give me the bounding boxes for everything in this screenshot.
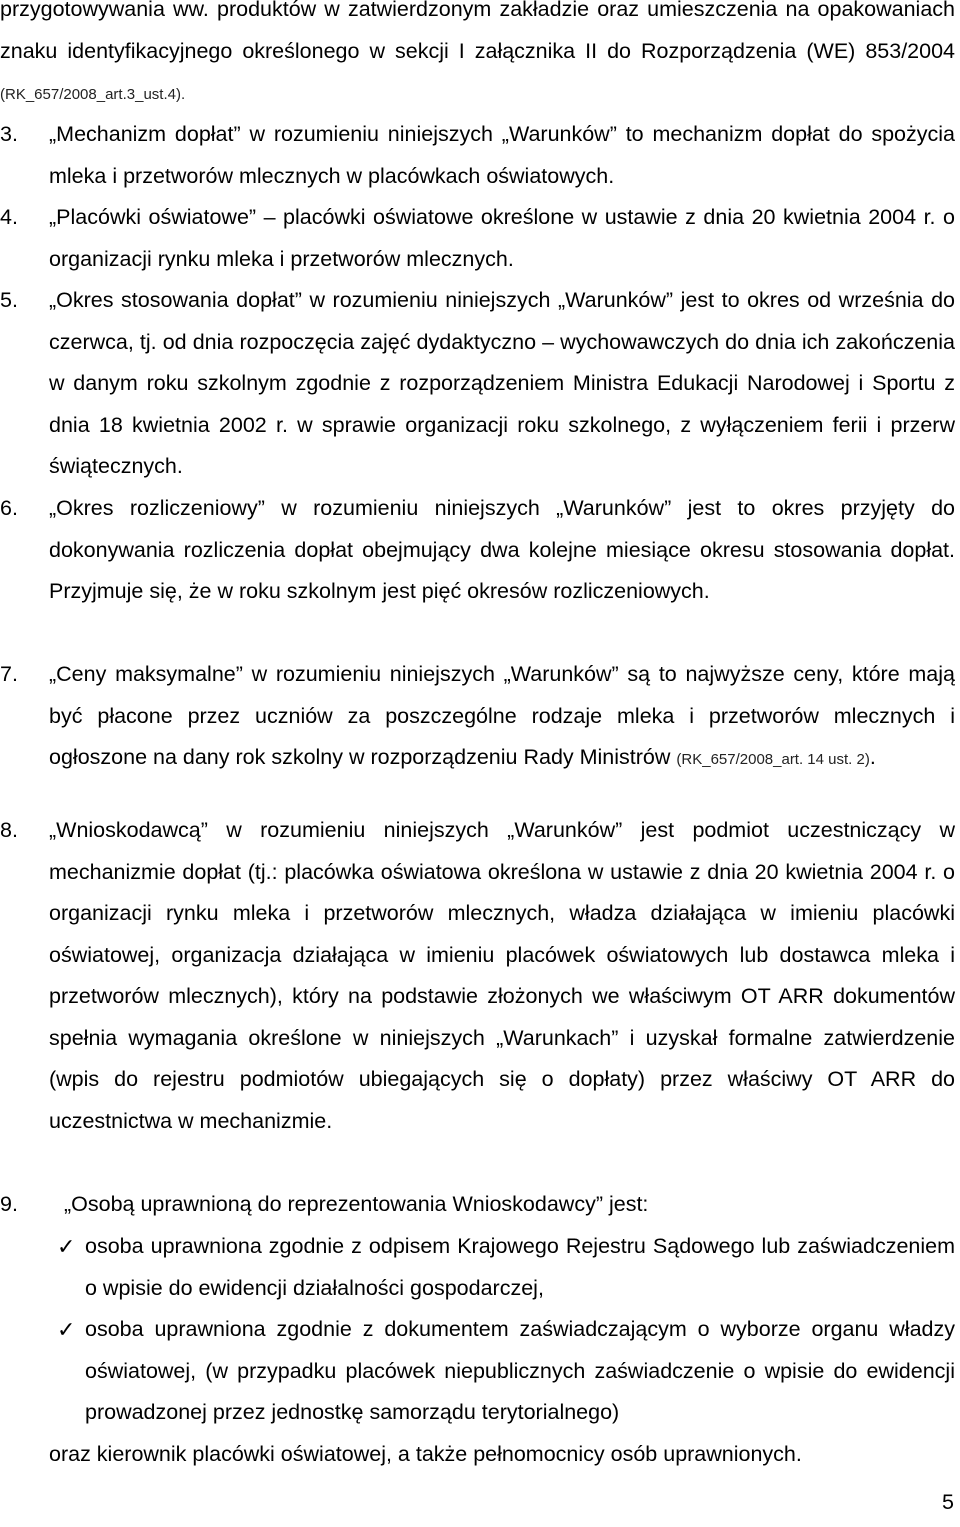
- item-number: 9.: [0, 1192, 18, 1216]
- item-4: [0, 197, 955, 280]
- closing-paragraph: oraz kierownik placówki oświatowej, a także pełnomocnicy osób uprawnionych.: [49, 1442, 802, 1466]
- page-number: 5: [942, 1490, 954, 1514]
- item-8: [0, 810, 955, 1142]
- check-mark-icon: ✓: [57, 1317, 76, 1342]
- item-text: „Okres stosowania dopłat” w rozumieniu niniejszych „Warunków” jest to okres od września do czerwca, tj. od dnia rozpoczęcia zajęć dydaktyczno – wychowawczych do dnia ich zakończenia w danym roku szkolnym zgodnie z rozporządzeniem Ministra Edukacji Narodowej i Sportu z dnia 18 kwietnia 2002 r. w sprawie organizacji roku szkolnego, z wyłączeniem ferii i przerw świątecznych.: [49, 288, 955, 478]
- item-9: [0, 1184, 955, 1226]
- item-reference: (RK_657/2008_art. 14 ust. 2): [676, 751, 870, 768]
- item-number: 6.: [0, 496, 18, 520]
- checklist-item-1: [57, 1226, 955, 1309]
- item-text: „Osobą uprawnioną do reprezentowania Wnioskodawcy” jest:: [64, 1192, 649, 1216]
- item-5: [0, 280, 955, 488]
- intro-reference: (RK_657/2008_art.3_ust.4).: [0, 86, 186, 103]
- item-number: 4.: [0, 205, 18, 229]
- intro-paragraph: [0, 0, 955, 116]
- item-text: „Wnioskodawcą” w rozumieniu niniejszych „Warunków” jest podmiot uczestniczący w mechanizmie dopłat (tj.: placówka oświatowa określona w ustawie z dnia 20 kwietnia 2004 r. o organizacji rynku mleka i przetworów mlecznych, władza działająca w imieniu placówki oświatowej, organizacja działająca w imieniu placówek oświatowych lub dostawca mleka i przetworów mlecznych), który na podstawie złożonych we właściwym OT ARR dokumentów spełnia wymagania określone w niniejszych „Warunkach” i uzyskał formalne zatwierdzenie (wpis do rejestru podmiotów ubiegających się o dopłaty) przez właściwy OT ARR do uczestnictwa w mechanizmie.: [49, 818, 955, 1133]
- item-3: [0, 114, 955, 197]
- checklist-text: osoba uprawniona zgodnie z odpisem Krajowego Rejestru Sądowego lub zaświadczeniem o wpisie do ewidencji działalności gospodarczej,: [85, 1234, 955, 1300]
- checklist-text: osoba uprawniona zgodnie z dokumentem zaświadczającym o wyborze organu władzy oświatowej, (w przypadku placówek niepublicznych zaświadczenie o wpisie do ewidencji prowadzonej przez jednostkę samorządu terytorialnego): [85, 1317, 955, 1424]
- item-number: 5.: [0, 288, 18, 312]
- item-text: „Mechanizm dopłat” w rozumieniu niniejszych „Warunków” to mechanizm dopłat do spożycia mleka i przetworów mlecznych w placówkach oświatowych.: [49, 122, 955, 188]
- checklist-item-2: [57, 1309, 955, 1434]
- item-text: „Okres rozliczeniowy” w rozumieniu niniejszych „Warunków” jest to okres przyjęty do dokonywania rozliczenia dopłat obejmujący dwa kolejne miesiące okresu stosowania dopłat. Przyjmuje się, że w roku szkolnym jest pięć okresów rozliczeniowych.: [49, 496, 955, 603]
- item-number: 7.: [0, 662, 18, 686]
- item-number: 3.: [0, 122, 18, 146]
- item-6: [0, 488, 955, 613]
- item-text: „Ceny maksymalne” w rozumieniu niniejszych „Warunków” są to najwyższe ceny, które mają być płacone przez uczniów za poszczególne rodzaje mleka i przetworów mlecznych i ogłoszone na dany rok szkolny w rozporządzeniu Rady Ministrów: [49, 662, 955, 769]
- item-number: 8.: [0, 818, 18, 842]
- item-7: [0, 654, 955, 781]
- check-mark-icon: ✓: [57, 1234, 76, 1259]
- item-text: „Placówki oświatowe” – placówki oświatowe określone w ustawie z dnia 20 kwietnia 2004 r. o organizacji rynku mleka i przetworów mlecznych.: [49, 205, 955, 271]
- item-tail: .: [869, 745, 876, 769]
- intro-text: przygotowywania ww. produktów w zatwierdzonym zakładzie oraz umieszczenia na opakowaniach znaku identyfikacyjnego określonego w sekcji I załącznika II do Rozporządzenia (WE) 853/2004: [0, 0, 955, 63]
